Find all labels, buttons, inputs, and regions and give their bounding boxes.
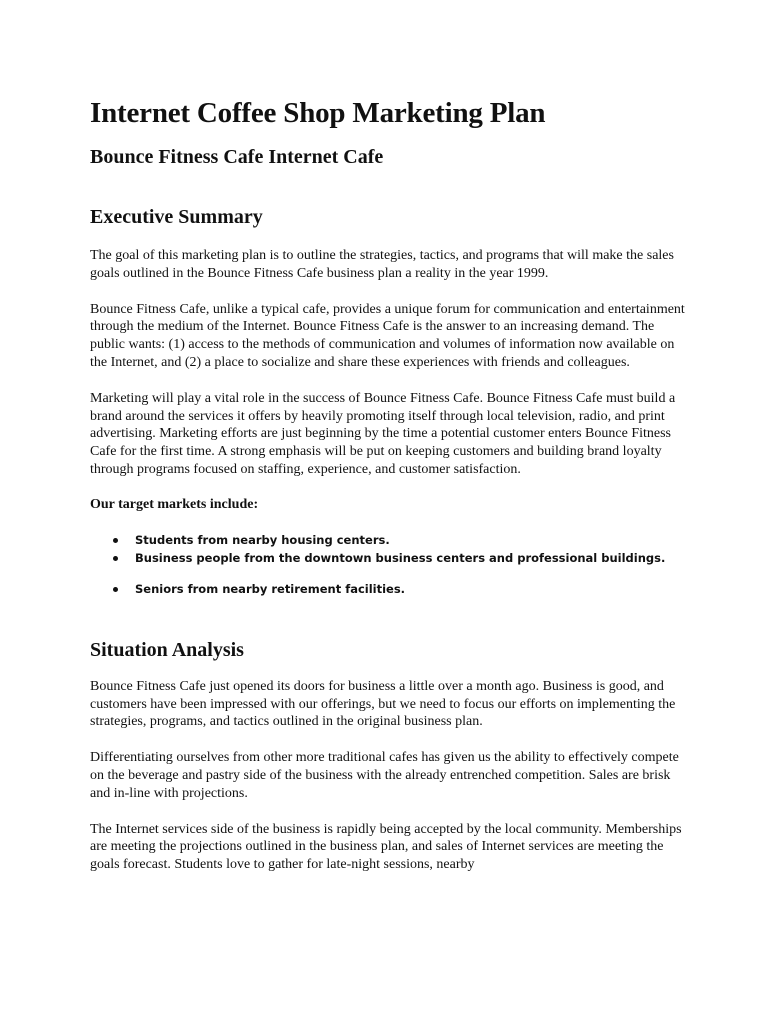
bullet-icon bbox=[113, 556, 118, 561]
target-markets-list bbox=[90, 531, 690, 598]
list-item bbox=[90, 580, 690, 598]
paragraph: The goal of this marketing plan is to outline the strategies, tactics, and programs that will make the sales goals outlined in the Bounce Fitness Cafe business plan a reality in the year 1999. bbox=[90, 248, 674, 281]
list-item-text: Business people from the downtown business centers and professional buildings. bbox=[135, 550, 666, 565]
situation-analysis-section bbox=[90, 637, 690, 874]
paragraph: Differentiating ourselves from other more traditional cafes has given us the ability to effectively compete on the beverage and pastry side of the business with the already entrenched competition. Sales are brisk and in-line with projections. bbox=[90, 750, 679, 801]
list-item-text: Seniors from nearby retirement facilities. bbox=[135, 581, 406, 596]
bullet-icon bbox=[113, 538, 118, 543]
executive-summary-section bbox=[90, 204, 690, 598]
paragraph: Marketing will play a vital role in the success of Bounce Fitness Cafe. Bounce Fitness Cafe must build a brand around the services it offers by heavily promoting itself through local television, radio, and print advertising. Marketing efforts are just beginning by the time a potential customer enters Bounce Fitness Cafe for the first time. A strong emphasis will be put on keeping customers and building brand loyalty through programs focused on staffing, experience, and customer satisfaction. bbox=[90, 390, 676, 477]
bullet-icon bbox=[113, 587, 118, 592]
target-markets-label: Our target markets include: bbox=[90, 496, 259, 512]
document-title: Internet Coffee Shop Marketing Plan bbox=[90, 97, 546, 129]
section-heading-situation-analysis: Situation Analysis bbox=[90, 638, 244, 661]
document-subtitle: Bounce Fitness Cafe Internet Cafe bbox=[90, 146, 384, 168]
section-heading-executive-summary: Executive Summary bbox=[90, 206, 263, 228]
list-item bbox=[90, 531, 690, 549]
paragraph: Bounce Fitness Cafe just opened its doors for business a little over a month ago. Business is good, and customers have been impressed with our offerings, but we need to focus our efforts on implementing the strategies, programs, and tactics outlined in the original business plan. bbox=[90, 678, 676, 730]
paragraph: Bounce Fitness Cafe, unlike a typical cafe, provides a unique forum for communication and entertainment through the medium of the Internet. Bounce Fitness Cafe is the answer to an increasing demand. The public wants: (1) access to the methods of communication and volumes of information now available on the Internet, and (2) a place to socialize and share these experiences with friends and colleagues. bbox=[90, 301, 685, 370]
paragraph: The Internet services side of the business is rapidly being accepted by the local community. Memberships are meeting the projections outlined in the business plan, and sales of Internet services are meeting the goals forecast. Students love to gather for late-night sessions, nearby bbox=[90, 821, 682, 873]
list-item bbox=[90, 549, 690, 567]
document-page bbox=[90, 96, 690, 874]
list-item-text: Students from nearby housing centers. bbox=[135, 532, 390, 547]
